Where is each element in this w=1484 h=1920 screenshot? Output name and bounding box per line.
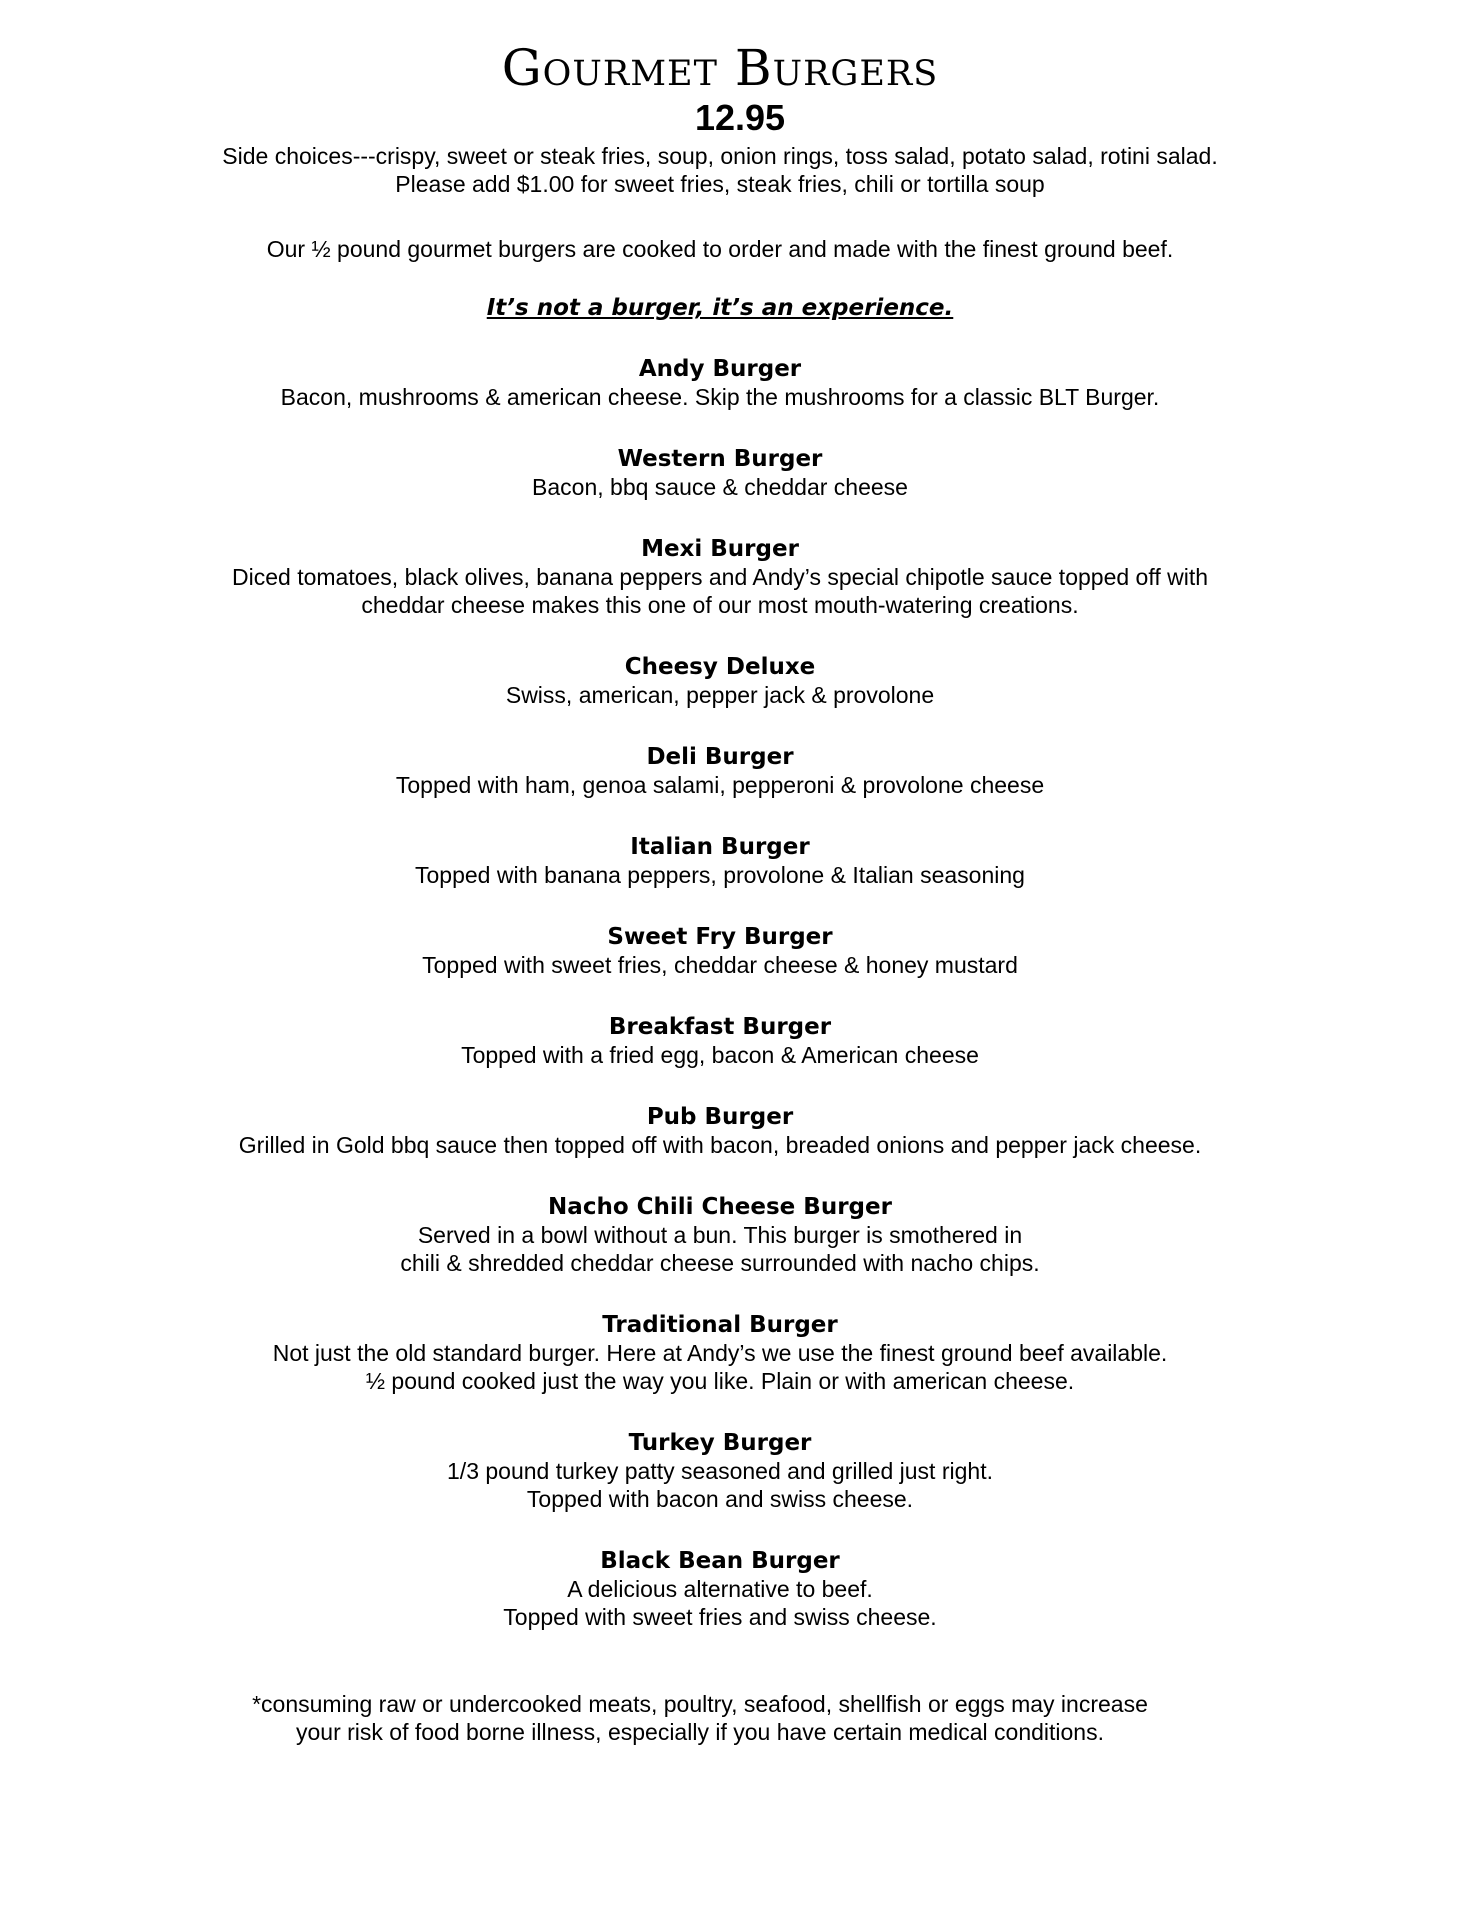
price: 12.95: [694, 97, 786, 138]
menu-item-desc: cheddar cheese makes this one of our most mouth-watering creations.: [361, 592, 1079, 618]
menu-item-desc: Not just the old standard burger. Here at Andy’s we use the finest ground beef available.: [272, 1340, 1168, 1366]
menu-item: [0, 653, 1440, 709]
menu-item-name: Mexi Burger: [641, 536, 799, 562]
menu-item-name: Deli Burger: [646, 744, 794, 770]
menu-item-desc: Topped with bacon and swiss cheese.: [526, 1486, 914, 1512]
menu-item-desc: chili & shredded cheddar cheese surrounded with nacho chips.: [400, 1250, 1040, 1276]
menu-item-desc: Topped with a fried egg, bacon & American cheese: [461, 1042, 979, 1068]
tagline-block: [0, 294, 1440, 322]
menu-item-desc: Topped with ham, genoa salami, pepperoni & provolone cheese: [395, 772, 1045, 798]
disclaimer-line: *consuming raw or undercooked meats, poultry, seafood, shellfish or eggs may increase: [252, 1691, 1148, 1717]
side-choices-line: Side choices---crispy, sweet or steak fries, soup, onion rings, toss salad, potato salad, rotini salad.: [222, 143, 1218, 169]
menu-item-name: Breakfast Burger: [608, 1014, 832, 1040]
menu-item: [0, 1103, 1440, 1159]
menu-item-desc: 1/3 pound turkey patty seasoned and grilled just right.: [447, 1458, 993, 1484]
menu-item-name: Sweet Fry Burger: [607, 924, 833, 950]
menu-item: [0, 535, 1440, 619]
side-choices: [0, 142, 1440, 198]
menu-item-name: Nacho Chili Cheese Burger: [548, 1194, 892, 1220]
menu-item-desc: Bacon, bbq sauce & cheddar cheese: [532, 474, 908, 500]
menu-item: [0, 1429, 1440, 1513]
menu-item-name: Pub Burger: [646, 1104, 794, 1130]
intro-text: Our ½ pound gourmet burgers are cooked to order and made with the finest ground beef.: [266, 236, 1174, 262]
intro: [0, 235, 1440, 263]
menu-item: [0, 743, 1440, 799]
menu-item-desc: A delicious alternative to beef.: [567, 1576, 873, 1602]
menu-item-name: Turkey Burger: [628, 1430, 812, 1456]
menu-item-name: Western Burger: [617, 446, 823, 472]
menu-item-desc: ½ pound cooked just the way you like. Plain or with american cheese.: [365, 1368, 1075, 1394]
menu-item-desc: Served in a bowl without a bun. This burger is smothered in: [417, 1222, 1023, 1248]
side-upcharge-line: Please add $1.00 for sweet fries, steak fries, chili or tortilla soup: [395, 171, 1045, 197]
menu-item-desc: Swiss, american, pepper jack & provolone: [505, 682, 935, 708]
menu-item: [0, 1311, 1440, 1395]
menu-item-name: Italian Burger: [630, 834, 810, 860]
menu-item: [0, 833, 1440, 889]
menu-item-desc: Diced tomatoes, black olives, banana peppers and Andy’s special chipotle sauce topped off with: [232, 564, 1208, 590]
menu-item-desc: Topped with sweet fries, cheddar cheese & honey mustard: [422, 952, 1018, 978]
disclaimer: [0, 1690, 1420, 1746]
tagline: It’s not a burger, it’s an experience.: [486, 295, 954, 321]
menu-item: [0, 1193, 1440, 1277]
menu-item: [0, 355, 1440, 411]
menu-title: Gourmet Burgers: [501, 39, 939, 97]
menu-item: [0, 1547, 1440, 1631]
menu-item-desc: Topped with sweet fries and swiss cheese.: [503, 1604, 937, 1630]
menu-item: [0, 923, 1440, 979]
menu-item-name: Black Bean Burger: [600, 1548, 840, 1574]
menu-item-desc: Bacon, mushrooms & american cheese. Skip the mushrooms for a classic BLT Burger.: [280, 384, 1160, 410]
disclaimer-line: your risk of food borne illness, especially if you have certain medical conditions.: [296, 1719, 1104, 1745]
menu-item: [0, 445, 1440, 501]
menu-item: [0, 1013, 1440, 1069]
menu-item-desc: Grilled in Gold bbq sauce then topped off with bacon, breaded onions and pepper jack cheese.: [238, 1132, 1202, 1158]
menu-item-name: Cheesy Deluxe: [624, 654, 816, 680]
menu-item-name: Traditional Burger: [602, 1312, 838, 1338]
menu-item-desc: Topped with banana peppers, provolone & Italian seasoning: [415, 862, 1025, 888]
menu-item-name: Andy Burger: [638, 356, 802, 382]
